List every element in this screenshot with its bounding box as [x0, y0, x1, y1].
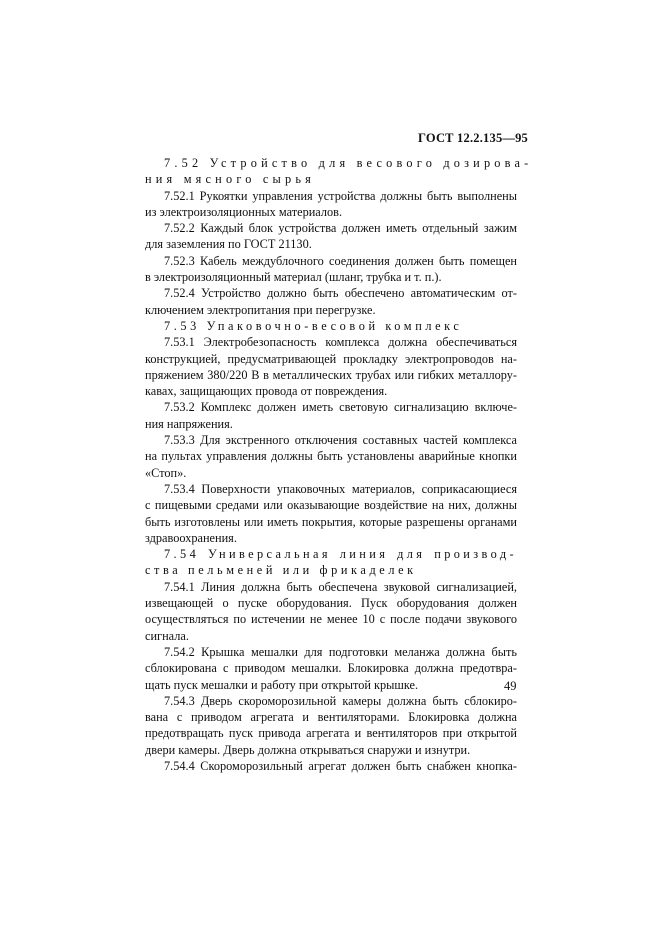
- paragraph-line: на пультах управления должны быть установлены аварийные кнопки: [145, 449, 517, 464]
- paragraph-line: быть изготовлены или иметь покрытия, которые разрешены органами: [145, 514, 517, 529]
- paragraph-line: 7.54.2 Крышка мешалки для подготовки меланжа должна быть: [164, 644, 517, 659]
- paragraph-line: для заземления по ГОСТ 21130.: [145, 237, 312, 252]
- paragraph-line: с пищевыми средами или оказывающие воздействие на них, должны: [145, 498, 517, 513]
- paragraph-line: «Стоп».: [145, 465, 187, 480]
- paragraph-line: 7.54.3 Дверь скороморозильной камеры должна быть сблокиро-: [164, 693, 517, 708]
- section-heading: 7.54 Универсальная линия для производ-: [164, 547, 517, 562]
- paragraph-line: 7.54.4 Скороморозильный агрегат должен быть снабжен кнопка-: [164, 758, 517, 773]
- paragraph-line: осуществляться по истечении не менее 10 с после подачи звукового: [145, 612, 517, 627]
- page-number: 49: [504, 679, 517, 693]
- paragraph-line: предотвращать пуск привода агрегата и вентиляторов при открытой: [145, 726, 517, 741]
- paragraph-line: вана с приводом агрегата и вентиляторами. Блокировка должна: [145, 710, 517, 725]
- paragraph-line: сблокирована с приводом мешалки. Блокировка должна предотвра-: [145, 661, 517, 676]
- paragraph-line: пряжением 380/220 В в металлических трубах или гибких металлору-: [145, 367, 517, 382]
- paragraph-line: здравоохранения.: [145, 530, 237, 545]
- paragraph-line: 7.52.4 Устройство должно быть обеспечено автоматическим от-: [164, 286, 517, 301]
- section-heading-cont: ства пельменей или фрикаделек: [145, 563, 417, 578]
- paragraph-line: двери камеры. Дверь должна открываться снаружи и изнутри.: [145, 742, 471, 757]
- section-heading: 7.52 Устройство для весового дозирова-: [164, 156, 533, 170]
- paragraph-line: конструкцией, предусматривающей прокладку электропроводов на-: [145, 351, 517, 366]
- section-heading-cont: ния мясного сырья: [145, 172, 316, 187]
- document-number: ГОСТ 12.2.135—95: [418, 131, 528, 145]
- paragraph-line: 7.53.1 Электробезопасность комплекса должна обеспечиваться: [164, 335, 517, 350]
- paragraph-line: 7.53.3 Для экстренного отключения составных частей комплекса: [164, 433, 517, 448]
- paragraph-line: 7.52.1 Рукоятки управления устройства должны быть выполнены: [164, 188, 517, 203]
- paragraph-line: ключением электропитания при перегрузке.: [145, 302, 376, 317]
- paragraph-line: 7.52.3 Кабель междублочного соединения должен быть помещен: [164, 253, 517, 268]
- paragraph-line: 7.53.2 Комплекс должен иметь световую сигнализацию включе-: [164, 400, 517, 415]
- paragraph-line: извещающей о пуске оборудования. Пуск оборудования должен: [145, 596, 517, 611]
- paragraph-line: 7.52.2 Каждый блок устройства должен иметь отдельный зажим: [164, 221, 517, 236]
- paragraph-line: из электроизоляционных материалов.: [145, 204, 343, 219]
- paragraph-line: щать пуск мешалки и работу при открытой крышке.: [145, 677, 419, 692]
- document-body: [145, 155, 533, 774]
- paragraph-line: сигнала.: [145, 628, 189, 643]
- paragraph-line: 7.53.4 Поверхности упаковочных материалов, соприкасающиеся: [164, 481, 517, 496]
- paragraph-line: 7.54.1 Линия должна быть обеспечена звуковой сигнализацией,: [164, 579, 517, 594]
- paragraph-line: кавах, защищающих провода от повреждения.: [145, 384, 388, 399]
- section-heading: 7.53 Упаковочно-весовой комплекс: [164, 318, 463, 333]
- paragraph-line: ния напряжения.: [145, 416, 233, 431]
- paragraph-line: в электроизоляционный материал (шланг, трубка и т. п.).: [145, 270, 442, 285]
